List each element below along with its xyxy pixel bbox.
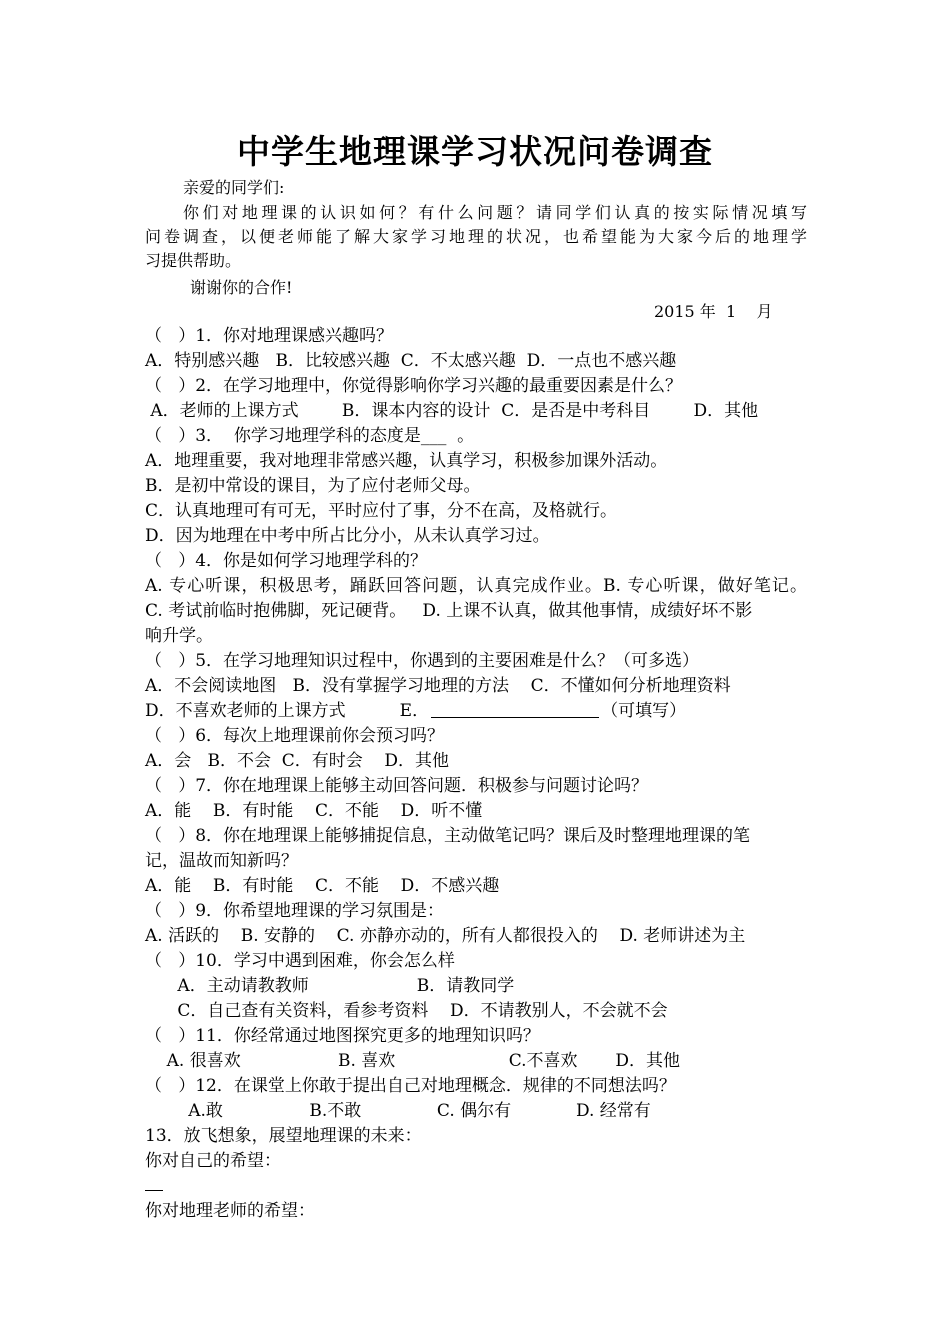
question-5: （ ）5．在学习地理知识过程中，你遇到的主要困难是什么？（可多选） [145,651,700,671]
fill-in-hint: （可填写） [601,701,687,721]
intro-line-1: 你们对地理课的认识如何？有什么问题？请同学们认真的按实际情况填写 [183,203,807,222]
question-8-line-1: （ ）8．你在地理课上能够捕捉信息，主动做笔记吗？课后及时整理地理课的笔 [145,826,751,846]
intro-line-3: 习提供帮助。 [145,251,242,270]
question-5-options-line-2 [145,699,686,723]
question-5-option-d-e: D．不喜欢老师的上课方式 E． [145,701,430,721]
question-5-options-line-1: A．不会阅读地图 B．没有掌握学习地理的方法 C．不懂如何分析地理资料 [145,676,731,696]
question-4-options-line-3: 响升学。 [145,626,213,646]
question-3-option-b: B．是初中常设的课目，为了应付老师父母。 [145,476,481,496]
question-9: （ ）9．你希望地理课的学习氛围是： [145,901,445,921]
question-4-options-line-1: A. 专心听课，积极思考，踊跃回答问题，认真完成作业。B. 专心听课，做好笔记。 [145,576,807,596]
question-1: （ ）1．你对地理课感兴趣吗？ [145,326,394,346]
question-6-options: A．会 B．不会 C．有时会 D．其他 [145,751,450,771]
question-3-option-a: A．地理重要，我对地理非常感兴趣，认真学习，积极参加课外活动。 [145,451,668,471]
question-10-options-line-1: A．主动请教教师 B．请教同学 [145,976,515,996]
question-13-teacher-hope: 你对地理老师的希望： [145,1201,315,1221]
intro-line-2: 问卷调查，以便老师能了解大家学习地理的状况，也希望能为大家今后的地理学 [145,227,807,246]
question-6: （ ）6．每次上地理课前你会预习吗？ [145,726,445,746]
question-8-line-2: 记，温故而知新吗？ [145,851,298,871]
survey-date: 2015 年 1 月 [654,302,773,321]
question-11-options: A. 很喜欢 B. 喜欢 C.不喜欢 D．其他 [145,1051,681,1071]
question-2-options: A．老师的上课方式 B．课本内容的设计 C．是否是中考科目 D．其他 [145,401,759,421]
question-3: （ ）3． 你学习地理学科的态度是___ 。 [145,426,475,446]
question-3-option-c: C．认真地理可有可无，平时应付了事，分不在高，及格就行。 [145,501,618,521]
answer-line[interactable] [145,1190,163,1191]
question-2: （ ）2．在学习地理中，你觉得影响你学习兴趣的最重要因素是什么？ [145,376,683,396]
question-10-options-line-2: C．自己查有关资料，看参考资料 D．不请教别人，不会就不会 [145,1001,668,1021]
question-7-options: A．能 B．有时能 C．不能 D．听不懂 [145,801,483,821]
question-9-options: A. 活跃的 B. 安静的 C. 亦静亦动的，所有人都很投入的 D. 老师讲述为主 [145,926,746,946]
question-10: （ ）10．学习中遇到困难，你会怎么样 [145,951,455,971]
question-1-options: A．特别感兴趣 B．比较感兴趣 C．不太感兴趣 D．一点也不感兴趣 [145,351,677,371]
question-7: （ ）7．你在地理课上能够主动回答问题．积极参与问题讨论吗？ [145,776,649,796]
page-title: 中学生地理课学习状况问卷调查 [237,132,713,171]
fill-in-blank[interactable] [431,700,599,718]
thanks-line: 谢谢你的合作! [190,278,293,297]
question-4: （ ）4．你是如何学习地理学科的？ [145,551,428,571]
question-13: 13．放飞想象，展望地理课的未来： [145,1126,422,1146]
question-8-options: A．能 B．有时能 C．不能 D．不感兴趣 [145,876,500,896]
question-13-self-hope: 你对自己的希望： [145,1151,281,1171]
question-11: （ ）11．你经常通过地图探究更多的地理知识吗？ [145,1026,540,1046]
question-12: （ ）12．在课堂上你敢于提出自己对地理概念．规律的不同想法吗？ [145,1076,676,1096]
greeting: 亲爱的同学们: [183,178,285,197]
question-3-option-d: D．因为地理在中考中所占比分小，从未认真学习过。 [145,526,550,546]
question-12-options: A.敢 B.不敢 C. 偶尔有 D. 经常有 [145,1101,651,1121]
question-4-options-line-2: C. 考试前临时抱佛脚，死记硬背。 D. 上课不认真，做其他事情，成绩好坏不影 [145,601,753,621]
